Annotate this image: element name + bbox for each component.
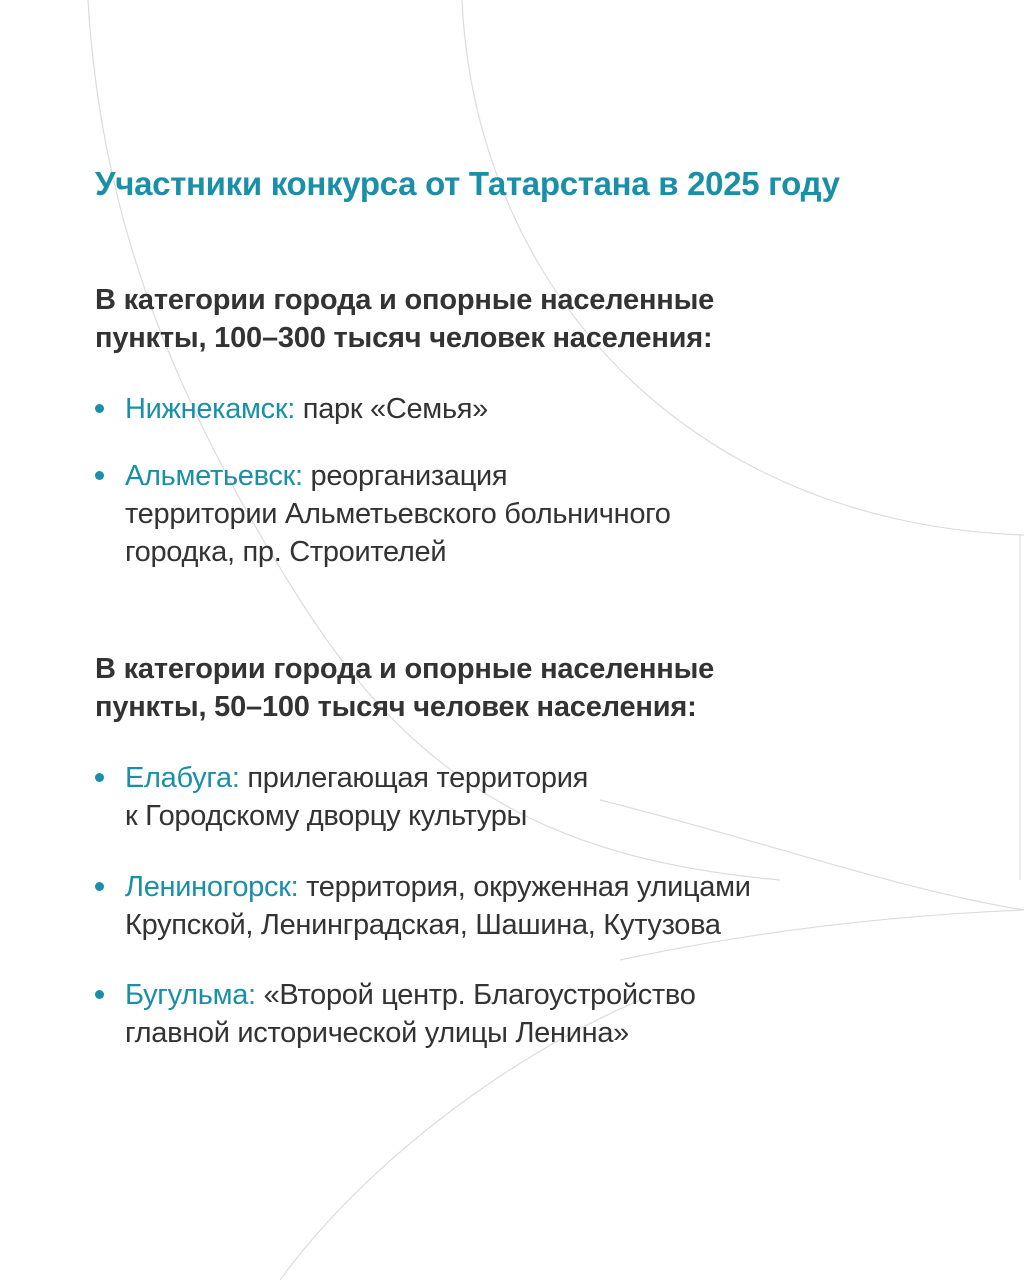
item-description: «Второй центр. Благоустройство xyxy=(263,979,696,1011)
heading-line: В категории города и опорные населенные xyxy=(95,653,715,685)
bullet-icon xyxy=(95,990,104,999)
item-text xyxy=(125,390,955,428)
list-item-leninogorsk xyxy=(95,868,955,944)
list-item-almetyevsk xyxy=(95,457,955,571)
item-description: прилегающая территория xyxy=(247,762,589,794)
heading-line: пункты, 50–100 тысяч человек населения: xyxy=(95,691,697,723)
bullet-icon xyxy=(95,773,104,782)
list-item-nizhnekamsk xyxy=(95,390,955,428)
list-item-bugulma xyxy=(95,976,955,1052)
heading-line: В категории города и опорные населенные xyxy=(95,284,715,316)
item-description: территории Альметьевского больничного xyxy=(125,498,671,530)
item-description: реорганизация xyxy=(310,460,508,492)
bullet-icon xyxy=(95,882,104,891)
bullet-icon xyxy=(95,471,104,480)
page-title: Участники конкурса от Татарстана в 2025 году xyxy=(95,165,840,202)
heading-line: пункты, 100–300 тысяч человек населения: xyxy=(95,322,713,354)
item-description: территория, окруженная улицами xyxy=(306,871,751,903)
section-heading-50-100 xyxy=(95,650,714,726)
section-heading-100-300 xyxy=(95,281,714,357)
city-name: Лениногорск: xyxy=(125,871,299,903)
item-description: Крупской, Ленинградская, Шашина, Кутузова xyxy=(125,909,721,941)
city-name: Бугульма: xyxy=(125,979,256,1011)
decor-arc-left xyxy=(88,0,780,880)
item-description: городка, пр. Строителей xyxy=(125,536,447,568)
item-text xyxy=(125,976,955,1052)
decor-arc-top xyxy=(462,0,1024,535)
item-description: парк «Семья» xyxy=(302,393,488,425)
item-description: главной исторической улицы Ленина» xyxy=(125,1017,629,1049)
city-name: Нижнекамск: xyxy=(125,393,296,425)
item-text xyxy=(125,868,955,944)
city-name: Елабуга: xyxy=(125,762,240,794)
list-item-elabuga xyxy=(95,759,955,835)
item-text xyxy=(125,457,955,571)
bullet-icon xyxy=(95,404,104,413)
item-description: к Городскому дворцу культуры xyxy=(125,800,528,832)
item-text xyxy=(125,759,955,835)
city-name: Альметьевск: xyxy=(125,460,303,492)
